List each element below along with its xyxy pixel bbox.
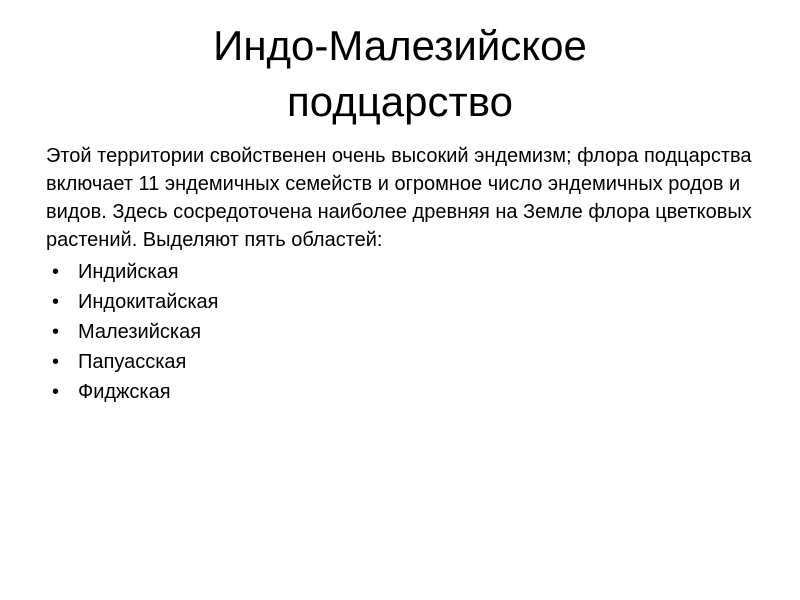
list-item-label: Фиджская [78,381,171,403]
slide-title [40,18,760,130]
list-item-label: Малезийская [78,321,202,343]
list-item-label: Индийская [78,261,179,283]
list-item-indochinese [46,287,762,317]
intro-paragraph: Этой территории свойственен очень высокий эндемизм; флора подцарства включает 11 эндемичных семейств и огромное число эндемичных родов и видов. Здесь сосредоточена наиболее древняя на Земле флора цветковых растений. Выделяют пять областей: [46,145,752,251]
slide-title-line-2: подцарство [287,78,513,125]
bullet-icon: • [52,351,60,373]
list-item-indian [46,257,762,287]
bullet-icon: • [52,381,60,403]
slide-title-line-1: Индо-Малезийское [213,22,587,69]
list-item-malesian [46,317,762,347]
bullet-icon: • [52,321,60,343]
list-item-fijian [46,377,762,407]
list-item-label: Папуасская [78,351,187,373]
region-list [46,257,762,407]
bullet-icon: • [52,291,60,313]
slide-body [46,142,762,407]
list-item-label: Индокитайская [78,291,219,313]
bullet-icon: • [52,261,60,283]
list-item-papuan [46,347,762,377]
